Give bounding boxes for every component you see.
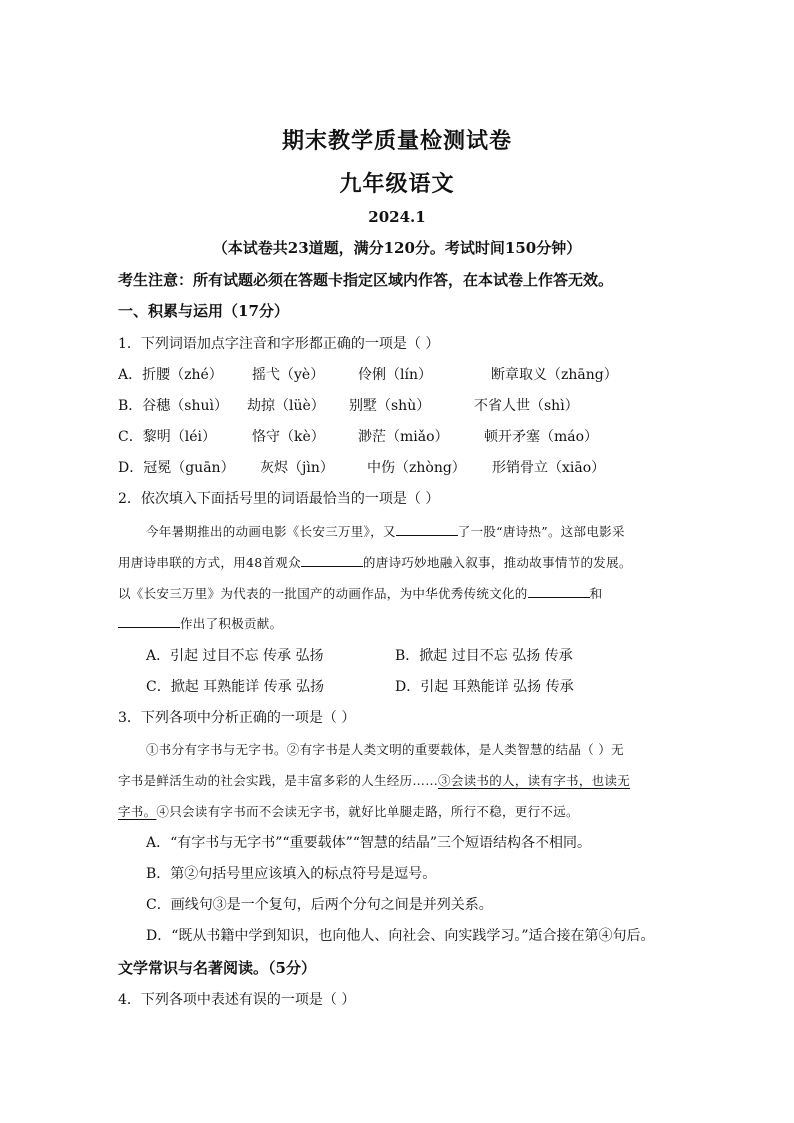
exam-date: 2024.1 [368, 208, 426, 226]
q1-option-b-word-1: B．谷穗（shuì） [118, 398, 228, 414]
q2-passage-text: 和 [589, 586, 603, 601]
q1-option-d-word-4: 形销骨立（xiāo） [492, 460, 606, 476]
q2-passage-line-2 [118, 553, 632, 571]
q2-passage-text: 今年暑期推出的动画电影《长安三万里》，又 [146, 524, 396, 539]
q2-passage-text: 了一股“唐诗热”。这部电影采 [457, 524, 625, 539]
q2-passage-text: 作出了积极贡献。 [180, 616, 283, 631]
q3-option-b: B．第②句括号里应该填入的标点符号是逗号。 [146, 866, 437, 882]
q2-option-c: C．掀起 耳熟能详 传承 弘扬 [146, 679, 325, 695]
q1-option-a-word-2: 摇弋（yè） [252, 367, 325, 383]
exam-title: 期末教学质量检测试卷 [281, 128, 512, 154]
question-3-stem: 3．下列各项中分析正确的一项是（ ） [118, 710, 356, 726]
question-1-stem: 1．下列词语加点字注音和字形都正确的一项是（ ） [118, 336, 440, 352]
q1-option-a-word-4: 断章取义（zhāng） [491, 367, 618, 383]
q2-passage-text: 以《长安三万里》为代表的一批国产的动画作品，为中华优秀传统文化的 [118, 586, 528, 601]
q1-option-a-word-3: 伶俐（lín） [358, 367, 432, 383]
q2-option-b: B．掀起 过目不忘 弘扬 传承 [395, 648, 573, 664]
answer-blank-1 [396, 523, 458, 536]
exam-subtitle: 九年级语文 [339, 171, 455, 197]
q3-option-d: D．“既从书籍中学到知识，也向他人、向社会、向实践学习。”适合接在第④句后。 [146, 928, 655, 944]
exam-notice: 考生注意：所有试题必须在答题卡指定区域内作答，在本试卷上作答无效。 [118, 271, 614, 289]
q1-option-b-word-4: 不省人世（shì） [474, 398, 579, 414]
q1-option-c-word-4: 顿开矛塞（máo） [484, 429, 599, 445]
q1-option-c-word-3: 渺茫（miǎo） [358, 429, 449, 445]
q1-option-d-word-3: 中伤（zhòng） [367, 460, 466, 476]
answer-blank-4 [118, 615, 180, 628]
exam-info: （本试卷共23道题，满分120分。考试时间150分钟） [212, 239, 582, 257]
q3-passage-text: 字书是鲜活生动的社会实践，是丰富多彩的人生经历…… [118, 773, 439, 788]
q3-option-a: A．“有字书与无字书”“重要载体”“智慧的结晶”三个短语结构各不相同。 [146, 835, 592, 851]
question-4-stem: 4．下列各项中表述有误的一项是（ ） [118, 992, 356, 1008]
q1-option-c-word-2: 恪守（kè） [252, 429, 325, 445]
q3-underlined-sentence: 字书。 [118, 804, 157, 819]
answer-blank-2 [301, 554, 363, 567]
q2-passage-text: 的唐诗巧妙地融入叙事，推动故事情节的发展。 [362, 555, 632, 570]
q1-option-c-word-1: C．黎明（léi） [118, 429, 216, 445]
q3-underlined-sentence: ③会读书的人，读有字书，也读无 [438, 773, 631, 788]
q3-passage-line-1: ①书分有字书与无字书。②有字书是人类文明的重要载体，是人类智慧的结晶（ ）无 [146, 742, 624, 757]
q3-passage-line-3 [118, 802, 579, 820]
q2-passage-line-3 [118, 584, 602, 602]
q2-option-a: A．引起 过目不忘 传承 弘扬 [146, 648, 324, 664]
q1-option-b-word-3: 别墅（shù） [349, 398, 431, 414]
q1-option-b-word-2: 劫掠（lüè） [247, 398, 325, 414]
q3-option-c: C．画线句③是一个复句，后两个分句之间是并列关系。 [146, 897, 493, 913]
section-heading-1: 一、积累与运用（17分） [118, 302, 289, 320]
answer-blank-3 [528, 585, 590, 598]
section-heading-2: 文学常识与名著阅读。（5分） [118, 959, 316, 977]
q1-option-d-word-1: D．冠冕（guān） [118, 460, 235, 476]
q1-option-d-word-2: 灰烬（jìn） [260, 460, 334, 476]
q3-passage-line-2 [118, 771, 630, 789]
question-2-stem: 2．依次填入下面括号里的词语最恰当的一项是（ ） [118, 491, 440, 507]
q2-passage-text: 用唐诗串联的方式，用48首观众 [118, 555, 301, 570]
q1-option-a-word-1: A．折腰（zhé） [118, 367, 223, 383]
q2-passage-line-4 [118, 614, 282, 632]
q3-passage-text: ④只会读有字书而不会读无字书，就好比单腿走路，所行不稳，更行不远。 [156, 804, 579, 819]
q2-passage-line-1 [146, 522, 625, 540]
q2-option-d: D．引起 耳熟能详 弘扬 传承 [395, 679, 574, 695]
